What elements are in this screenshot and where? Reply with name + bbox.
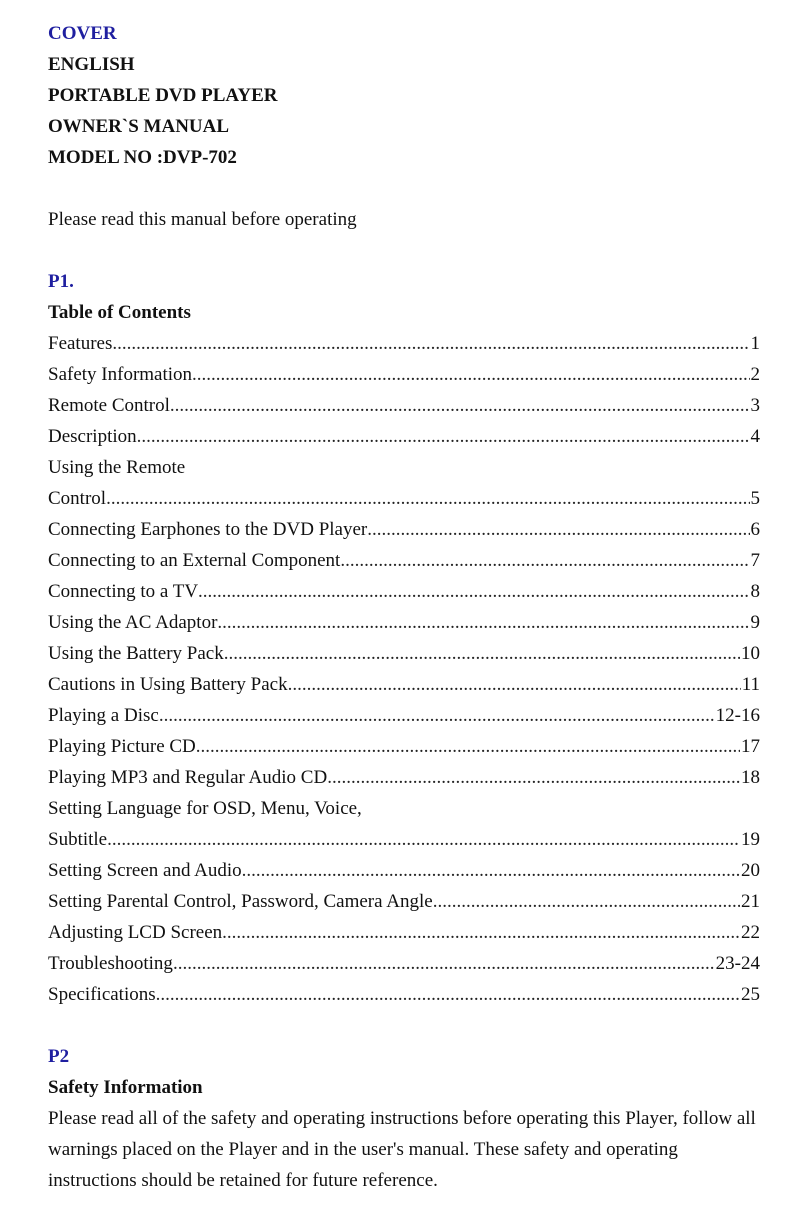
p1-heading: P1.	[48, 271, 74, 292]
toc-entry	[48, 328, 760, 359]
toc-entry-title: Features	[48, 333, 113, 354]
toc-entry-page: 19	[741, 829, 760, 850]
cover-manual-title: OWNER`S MANUAL	[48, 116, 230, 137]
toc-entry	[48, 731, 760, 762]
toc-entry	[48, 545, 760, 576]
toc-entry-title: Remote Control	[48, 395, 170, 416]
toc-leader	[106, 483, 749, 514]
toc-entry-page: 4	[750, 426, 760, 447]
toc-entry	[48, 824, 760, 855]
toc-entry-title: Specifications	[48, 984, 156, 1005]
toc-entry	[48, 576, 760, 607]
toc-entry	[48, 979, 760, 1010]
spacer	[48, 235, 760, 266]
toc-entry-page: 25	[741, 984, 760, 1005]
toc-entry-title: Description	[48, 426, 137, 447]
toc-entry-title: Playing a Disc	[48, 705, 159, 726]
toc-entry-page: 5	[750, 488, 760, 509]
cover-language: ENGLISH	[48, 54, 135, 75]
toc-entry-page: 9	[750, 612, 760, 633]
toc-entry-page: 8	[750, 581, 760, 602]
toc-entry-page: 10	[741, 643, 760, 664]
toc-leader	[224, 638, 740, 669]
toc-entry	[48, 421, 760, 452]
section-title: Safety Information	[48, 1077, 203, 1098]
spacer	[48, 173, 760, 204]
toc-entry	[48, 607, 760, 638]
toc-entry	[48, 948, 760, 979]
toc-leader	[327, 762, 740, 793]
toc-entry	[48, 359, 760, 390]
toc-entry-page: 7	[750, 550, 760, 571]
toc-leader	[217, 607, 749, 638]
toc-leader	[198, 576, 749, 607]
toc-entry	[48, 700, 760, 731]
toc-entry	[48, 917, 760, 948]
toc-entry-title: Adjusting LCD Screen	[48, 922, 223, 943]
toc-entry-title-continued: Setting Language for OSD, Menu, Voice,	[48, 798, 362, 819]
toc-leader	[288, 669, 741, 700]
toc-entry-title: Playing Picture CD	[48, 736, 196, 757]
toc-entry	[48, 886, 760, 917]
toc-entry-page: 20	[741, 860, 760, 881]
toc-entry-title: Troubleshooting	[48, 953, 173, 974]
toc-leader	[170, 390, 750, 421]
toc-entry-page: 3	[750, 395, 760, 416]
toc-entry-page: 22	[741, 922, 760, 943]
toc-leader	[242, 855, 740, 886]
cover-heading: COVER	[48, 23, 117, 44]
p2-heading: P2	[48, 1046, 70, 1067]
toc-leader	[340, 545, 749, 576]
toc-leader	[367, 514, 749, 545]
toc-entry-page: 23-24	[715, 953, 760, 974]
toc-entry-page: 1	[750, 333, 760, 354]
toc-leader	[156, 979, 740, 1010]
toc-entry	[48, 669, 760, 700]
toc-entry	[48, 855, 760, 886]
toc-entry	[48, 390, 760, 421]
toc-leader	[173, 948, 715, 979]
manual-page	[48, 18, 760, 1196]
toc-entry-page: 21	[741, 891, 760, 912]
toc-leader	[222, 917, 740, 948]
toc-leader	[196, 731, 740, 762]
toc-leader	[192, 359, 749, 390]
toc-leader	[433, 886, 740, 917]
toc-entry-title: Connecting to an External Component	[48, 550, 341, 571]
toc-entry-title: Subtitle	[48, 829, 108, 850]
cover-product: PORTABLE DVD PLAYER	[48, 85, 278, 106]
toc-entry-page: 12-16	[715, 705, 760, 726]
toc-leader	[112, 328, 749, 359]
toc-title: Table of Contents	[48, 302, 191, 323]
toc-entry-title: Cautions in Using Battery Pack	[48, 674, 288, 695]
toc-entry-title: Using the AC Adaptor	[48, 612, 218, 633]
toc-leader	[159, 700, 715, 731]
cover-notice: Please read this manual before operating	[48, 209, 357, 230]
safety-paragraph: Please read all of the safety and operating instructions before operating this Player, follow all warnings placed on the Player and in the user's manual. These safety and operating instructions should be retained for future reference.	[48, 1108, 756, 1191]
spacer	[48, 1010, 760, 1041]
toc-entry	[48, 483, 760, 514]
toc-entry	[48, 514, 760, 545]
toc-entry-title: Connecting to a TV	[48, 581, 199, 602]
toc-entry-page: 2	[750, 364, 760, 385]
cover-model-number: MODEL NO :DVP-702	[48, 147, 237, 168]
toc-entry-page: 17	[741, 736, 760, 757]
toc-entry-title: Safety Information	[48, 364, 193, 385]
toc-entry-title: Setting Parental Control, Password, Camera Angle	[48, 891, 433, 912]
toc-entry-title: Connecting Earphones to the DVD Player	[48, 519, 368, 540]
toc-entry	[48, 638, 760, 669]
table-of-contents	[48, 328, 760, 1010]
toc-entry-title-continued: Using the Remote	[48, 457, 186, 478]
toc-entry-title: Using the Battery Pack	[48, 643, 224, 664]
toc-entry-title: Control	[48, 488, 107, 509]
toc-entry-page: 18	[741, 767, 760, 788]
toc-entry-title: Playing MP3 and Regular Audio CD	[48, 767, 328, 788]
toc-leader	[137, 421, 750, 452]
toc-entry-title: Setting Screen and Audio	[48, 860, 242, 881]
toc-entry-page: 6	[750, 519, 760, 540]
toc-leader	[107, 824, 740, 855]
toc-entry	[48, 762, 760, 793]
toc-entry-page: 11	[741, 674, 760, 695]
